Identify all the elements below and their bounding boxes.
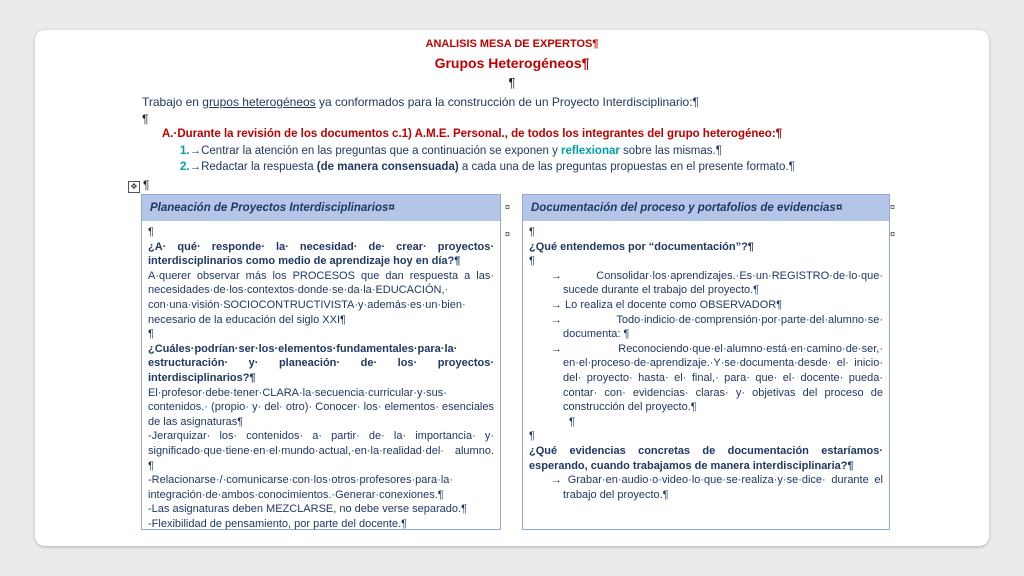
step-text: →Redactar la respuesta	[189, 161, 317, 173]
answer-2c: -Relacionarse·/·comunicarse·con·los·otros·profesores·para·la· integración·de·ambos·conocimientos.·Generar·conexiones.¶	[148, 474, 454, 501]
document-title: ANALISIS MESA DE EXPERTOS¶	[425, 38, 599, 50]
cell-marker: ¤	[505, 202, 511, 212]
step-text: →Centrar la atención en las preguntas que a continuación se exponen y	[189, 145, 562, 157]
planning-table-body	[142, 221, 500, 531]
table-move-handle-icon[interactable]: ✥	[128, 181, 140, 193]
list-item: → Consolidar·los·aprendizajes.·Es·un·REGISTRO·de·lo·que· sucede durante el trabajo del proyecto.¶	[551, 269, 883, 297]
list-item: → Grabar·en·audio·o·video·lo·que·se·realiza·y·se·dice· durante el trabajo del proyecto.¶	[551, 474, 883, 501]
documentation-table-body	[523, 221, 889, 502]
step-highlight: reflexionar	[561, 145, 620, 157]
list-item: → Todo·indicio·de·comprensión·por·parte·del·alumno·se· documenta: ¶	[551, 313, 883, 341]
pilcrow-mark: ¶	[142, 112, 149, 126]
intro-paragraph	[142, 95, 699, 109]
planning-table	[141, 194, 501, 530]
step-text-end: sobre las mismas.¶	[619, 145, 722, 157]
section-a-heading: A.·Durante la revisión de los documentos c.1) A.M.E. Personal., de todos los integrantes del grupo heterogéneo:¶	[162, 128, 783, 140]
intro-underlined: grupos heterogéneos	[202, 95, 316, 109]
intro-post: ya conformados para la construcción de un Proyecto Interdisciplinario:¶	[315, 95, 699, 109]
table-paragraph: ¶	[148, 328, 154, 341]
table-paragraph: ¶	[529, 226, 535, 238]
step-number: 1.	[180, 145, 190, 157]
row-end-marker: ¤	[890, 202, 896, 212]
planning-table-header: Planeación de Proyectos Interdisciplinarios¤	[142, 195, 500, 221]
slide	[35, 30, 989, 546]
step-text-end: a cada una de las preguntas propuestas en el presente formato.¶	[458, 161, 795, 173]
step-2	[180, 161, 795, 173]
answer-2a: El·profesor·debe·tener·CLARA·la·secuencia·curricular·y·sus· contenidos.· (propio· y· del· otro)· Conocer· los· elementos· esenciales de las asignaturas¶	[148, 386, 494, 428]
question-1: ¿A· qué· responde· la· necesidad· de· crear· proyectos· interdisciplinarios como medio de aprendizaje hoy en día?¶	[148, 240, 494, 268]
question-3: ¿Qué entendemos por “documentación”?¶	[529, 240, 754, 253]
step-bold: (de manera consensuada)	[316, 161, 459, 173]
question-4: ¿Qué evidencias concretas de documentación estaríamos· esperando, cuando trabajamos de manera interdisciplinaria?¶	[529, 444, 883, 472]
intro-pre: Trabajo en	[142, 95, 203, 109]
table-paragraph: ¶	[569, 415, 575, 428]
answer-1: A·querer observar más los PROCESOS que dan respuesta a las· necesidades·de·los·contextos·donde·se·da·la·EDUCACIÓN,· con·una·visión·SOCIOCONTRUCTIVISTA·y·además·es·un·bien· necesario de la educación del siglo XXI¶	[148, 269, 494, 326]
question-2: ¿Cuáles·podrían·ser·los·elementos·fundamentales·para·la· estructuración· y· planeación· de· los· proyectos· interdisciplinarios?¶	[148, 342, 494, 384]
table-paragraph: ¶	[529, 255, 535, 268]
pilcrow-mark: ¶	[143, 178, 150, 192]
answer-2e: -Flexibilidad de pensamiento, por parte del docente.¶	[148, 517, 408, 530]
answer-2d: -Las asignaturas deben MEZCLARSE, no debe verse separado.¶	[148, 503, 467, 516]
step-number: 2.	[180, 161, 190, 173]
list-item: → Lo realiza el docente como OBSERVADOR¶	[551, 298, 783, 311]
answer-2b: -Jerarquizar· los· contenidos· a· partir· de· la· importancia· y· significado·que·tiene·en·el·mundo·actual,·en·la·realidad·del· alumno. ¶	[148, 430, 494, 472]
pilcrow-mark: ¶	[508, 75, 516, 90]
step-1	[180, 145, 722, 157]
cell-marker: ¤	[505, 229, 511, 239]
list-item: → Reconociendo·que·el·alumno·está·en·camino·de·ser,· en·el·proceso·de·aprendizaje.·Y·se·documenta·desde· el· inicio· del· proyecto· hasta· el· final,· para· que· el· docente· pueda· contar· con· evidencias· claras· y· objetivas del proceso de construcción del proyecto.¶	[551, 342, 883, 414]
documentation-table	[522, 194, 890, 530]
table-paragraph: ¶	[529, 430, 535, 443]
table-paragraph: ¶	[148, 226, 154, 238]
document-subtitle: Grupos Heterogéneos¶	[434, 55, 590, 71]
documentation-table-header: Documentación del proceso y portafolios de evidencias¤	[523, 195, 889, 221]
row-end-marker: ¤	[890, 229, 896, 239]
